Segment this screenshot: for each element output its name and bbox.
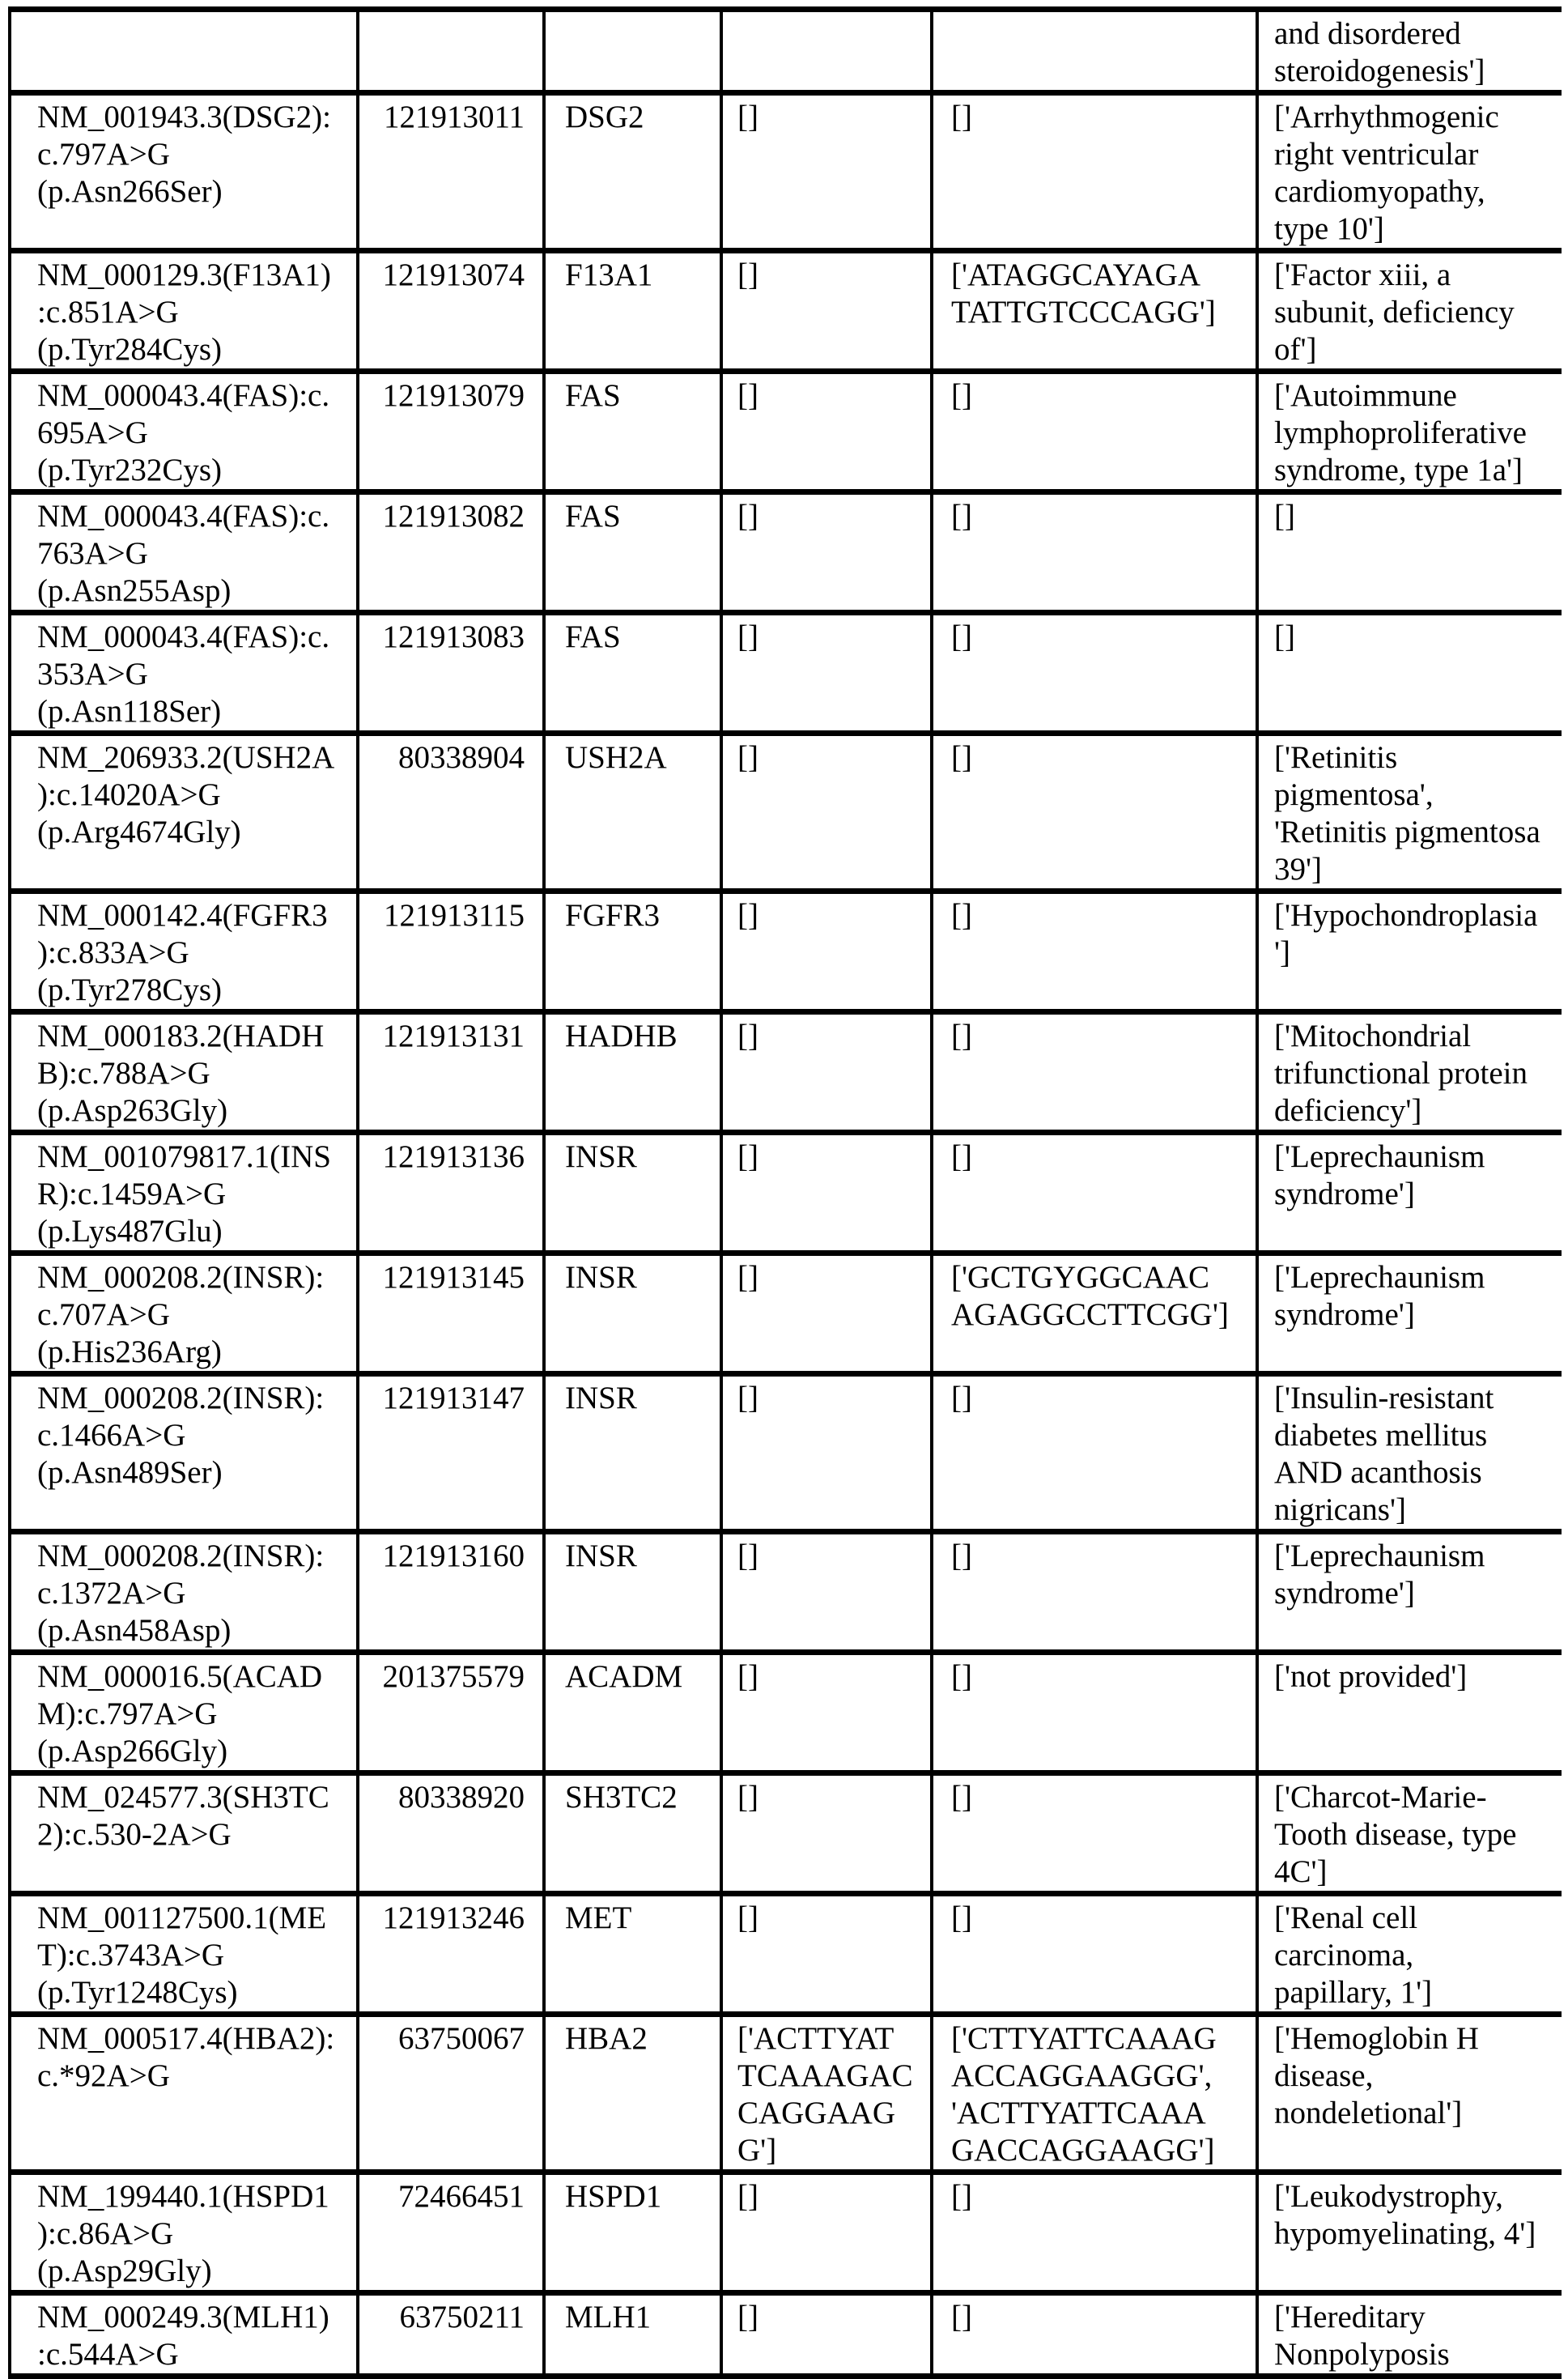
cell-position: 63750067 <box>358 2015 544 2173</box>
cell-gene: FAS <box>544 372 721 492</box>
variant-table <box>8 6 1562 2379</box>
cell-variant <box>10 10 358 93</box>
cell-conditions: ['Arrhythmogenic right ventricular cardiomyopathy, type 10'] <box>1257 93 1562 251</box>
cell-conditions: ['Hypochondroplasia '] <box>1257 892 1562 1012</box>
cell-list_a: [] <box>721 734 932 892</box>
cell-list_b: [] <box>932 93 1257 251</box>
cell-variant: NM_000142.4(FGFR3 ):c.833A>G (p.Tyr278Cys) <box>10 892 358 1012</box>
cell-conditions: ['Renal cell carcinoma, papillary, 1'] <box>1257 1894 1562 2015</box>
cell-position: 121913115 <box>358 892 544 1012</box>
cell-gene: HBA2 <box>544 2015 721 2173</box>
cell-list_a: [] <box>721 1532 932 1653</box>
cell-gene: FAS <box>544 613 721 734</box>
cell-position: 63750211 <box>358 2293 544 2377</box>
table-row <box>10 734 1562 892</box>
cell-variant: NM_000208.2(INSR): c.1372A>G (p.Asn458Asp) <box>10 1532 358 1653</box>
table-row <box>10 1894 1562 2015</box>
cell-variant: NM_206933.2(USH2A ):c.14020A>G (p.Arg4674Gly) <box>10 734 358 892</box>
cell-variant: NM_000043.4(FAS):c. 353A>G (p.Asn118Ser) <box>10 613 358 734</box>
cell-variant: NM_000129.3(F13A1) :c.851A>G (p.Tyr284Cys) <box>10 251 358 372</box>
cell-list_a: [] <box>721 1012 932 1133</box>
cell-list_b: ['GCTGYGGCAAC AGAGGCCTTCGG'] <box>932 1253 1257 1374</box>
cell-position: 121913011 <box>358 93 544 251</box>
cell-list_b: [] <box>932 1374 1257 1532</box>
table-row <box>10 372 1562 492</box>
cell-gene: DSG2 <box>544 93 721 251</box>
cell-position: 121913147 <box>358 1374 544 1532</box>
cell-gene: F13A1 <box>544 251 721 372</box>
cell-gene: FAS <box>544 492 721 613</box>
cell-conditions: ['Hereditary Nonpolyposis <box>1257 2293 1562 2377</box>
cell-list_b <box>932 10 1257 93</box>
cell-conditions: ['Factor xiii, a subunit, deficiency of'] <box>1257 251 1562 372</box>
cell-conditions: and disordered steroidogenesis'] <box>1257 10 1562 93</box>
cell-list_b: ['ATAGGCAYAGA TATTGTCCCAGG'] <box>932 251 1257 372</box>
cell-conditions: ['Leukodystrophy, hypomyelinating, 4'] <box>1257 2173 1562 2293</box>
cell-gene: ACADM <box>544 1653 721 1773</box>
cell-variant: NM_024577.3(SH3TC 2):c.530-2A>G <box>10 1773 358 1894</box>
cell-conditions: ['Leprechaunism syndrome'] <box>1257 1133 1562 1253</box>
cell-list_a: ['ACTTYAT TCAAAGAC CAGGAAG G'] <box>721 2015 932 2173</box>
cell-list_a: [] <box>721 892 932 1012</box>
table-row <box>10 892 1562 1012</box>
table-row <box>10 1253 1562 1374</box>
table-row <box>10 10 1562 93</box>
cell-list_b: ['CTTYATTCAAAG ACCAGGAAGGG', 'ACTTYATTCAAA GACCAGGAAGG'] <box>932 2015 1257 2173</box>
table-row <box>10 251 1562 372</box>
cell-gene: MLH1 <box>544 2293 721 2377</box>
cell-list_a: [] <box>721 1773 932 1894</box>
cell-gene: MET <box>544 1894 721 2015</box>
cell-list_b: [] <box>932 372 1257 492</box>
cell-position: 121913074 <box>358 251 544 372</box>
cell-position: 121913131 <box>358 1012 544 1133</box>
cell-conditions: ['Leprechaunism syndrome'] <box>1257 1253 1562 1374</box>
cell-variant: NM_000043.4(FAS):c. 695A>G (p.Tyr232Cys) <box>10 372 358 492</box>
cell-gene: INSR <box>544 1253 721 1374</box>
cell-position: 201375579 <box>358 1653 544 1773</box>
table-row <box>10 1133 1562 1253</box>
cell-list_b: [] <box>932 734 1257 892</box>
cell-gene: INSR <box>544 1374 721 1532</box>
cell-gene: FGFR3 <box>544 892 721 1012</box>
cell-position: 121913160 <box>358 1532 544 1653</box>
cell-conditions: ['Charcot-Marie- Tooth disease, type 4C'] <box>1257 1773 1562 1894</box>
cell-list_a: [] <box>721 372 932 492</box>
cell-variant: NM_000249.3(MLH1) :c.544A>G <box>10 2293 358 2377</box>
cell-position: 121913082 <box>358 492 544 613</box>
cell-list_b: [] <box>932 492 1257 613</box>
cell-variant: NM_000208.2(INSR): c.1466A>G (p.Asn489Ser) <box>10 1374 358 1532</box>
cell-position: 121913083 <box>358 613 544 734</box>
cell-variant: NM_001079817.1(INS R):c.1459A>G (p.Lys487Glu) <box>10 1133 358 1253</box>
cell-position: 72466451 <box>358 2173 544 2293</box>
cell-list_b: [] <box>932 1653 1257 1773</box>
cell-gene <box>544 10 721 93</box>
cell-list_a: [] <box>721 1253 932 1374</box>
table-row <box>10 492 1562 613</box>
cell-variant: NM_000016.5(ACAD M):c.797A>G (p.Asp266Gly) <box>10 1653 358 1773</box>
cell-conditions: [] <box>1257 492 1562 613</box>
cell-gene: INSR <box>544 1532 721 1653</box>
cell-list_a: [] <box>721 1653 932 1773</box>
cell-variant: NM_000043.4(FAS):c. 763A>G (p.Asn255Asp) <box>10 492 358 613</box>
cell-variant: NM_000183.2(HADH B):c.788A>G (p.Asp263Gly) <box>10 1012 358 1133</box>
cell-list_b: [] <box>932 1773 1257 1894</box>
cell-variant: NM_199440.1(HSPD1 ):c.86A>G (p.Asp29Gly) <box>10 2173 358 2293</box>
cell-variant: NM_001943.3(DSG2): c.797A>G (p.Asn266Ser) <box>10 93 358 251</box>
cell-gene: SH3TC2 <box>544 1773 721 1894</box>
cell-variant: NM_000208.2(INSR): c.707A>G (p.His236Arg) <box>10 1253 358 1374</box>
cell-list_a: [] <box>721 1133 932 1253</box>
cell-conditions: ['Hemoglobin H disease, nondeletional'] <box>1257 2015 1562 2173</box>
cell-list_b: [] <box>932 2173 1257 2293</box>
table-row <box>10 1653 1562 1773</box>
cell-list_a: [] <box>721 2173 932 2293</box>
cell-gene: HADHB <box>544 1012 721 1133</box>
table-row <box>10 1532 1562 1653</box>
cell-list_b: [] <box>932 613 1257 734</box>
cell-position: 121913136 <box>358 1133 544 1253</box>
table-row <box>10 1012 1562 1133</box>
cell-list_a: [] <box>721 2293 932 2377</box>
table-row <box>10 93 1562 251</box>
cell-variant: NM_000517.4(HBA2): c.*92A>G <box>10 2015 358 2173</box>
cell-position <box>358 10 544 93</box>
table-row <box>10 1374 1562 1532</box>
cell-list_a: [] <box>721 251 932 372</box>
cell-list_b: [] <box>932 1894 1257 2015</box>
table-row <box>10 2173 1562 2293</box>
cell-conditions: ['Autoimmune lymphoproliferative syndrome, type 1a'] <box>1257 372 1562 492</box>
cell-list_a: [] <box>721 1894 932 2015</box>
cell-list_a: [] <box>721 1374 932 1532</box>
cell-gene: USH2A <box>544 734 721 892</box>
cell-list_b: [] <box>932 2293 1257 2377</box>
cell-list_b: [] <box>932 1012 1257 1133</box>
table-row <box>10 2015 1562 2173</box>
cell-position: 80338904 <box>358 734 544 892</box>
cell-conditions: ['Mitochondrial trifunctional protein deficiency'] <box>1257 1012 1562 1133</box>
table-row <box>10 1773 1562 1894</box>
cell-list_a: [] <box>721 93 932 251</box>
cell-list_b: [] <box>932 892 1257 1012</box>
cell-list_a <box>721 10 932 93</box>
cell-position: 121913079 <box>358 372 544 492</box>
cell-conditions: ['Leprechaunism syndrome'] <box>1257 1532 1562 1653</box>
cell-list_a: [] <box>721 613 932 734</box>
cell-list_b: [] <box>932 1532 1257 1653</box>
cell-position: 80338920 <box>358 1773 544 1894</box>
table-row <box>10 613 1562 734</box>
cell-conditions: ['Retinitis pigmentosa', 'Retinitis pigmentosa 39'] <box>1257 734 1562 892</box>
cell-conditions: ['not provided'] <box>1257 1653 1562 1773</box>
cell-position: 121913246 <box>358 1894 544 2015</box>
cell-list_b: [] <box>932 1133 1257 1253</box>
cell-variant: NM_001127500.1(ME T):c.3743A>G (p.Tyr1248Cys) <box>10 1894 358 2015</box>
cell-gene: HSPD1 <box>544 2173 721 2293</box>
table-row <box>10 2293 1562 2377</box>
cell-conditions: [] <box>1257 613 1562 734</box>
cell-list_a: [] <box>721 492 932 613</box>
cell-gene: INSR <box>544 1133 721 1253</box>
cell-position: 121913145 <box>358 1253 544 1374</box>
cell-conditions: ['Insulin-resistant diabetes mellitus AND acanthosis nigricans'] <box>1257 1374 1562 1532</box>
